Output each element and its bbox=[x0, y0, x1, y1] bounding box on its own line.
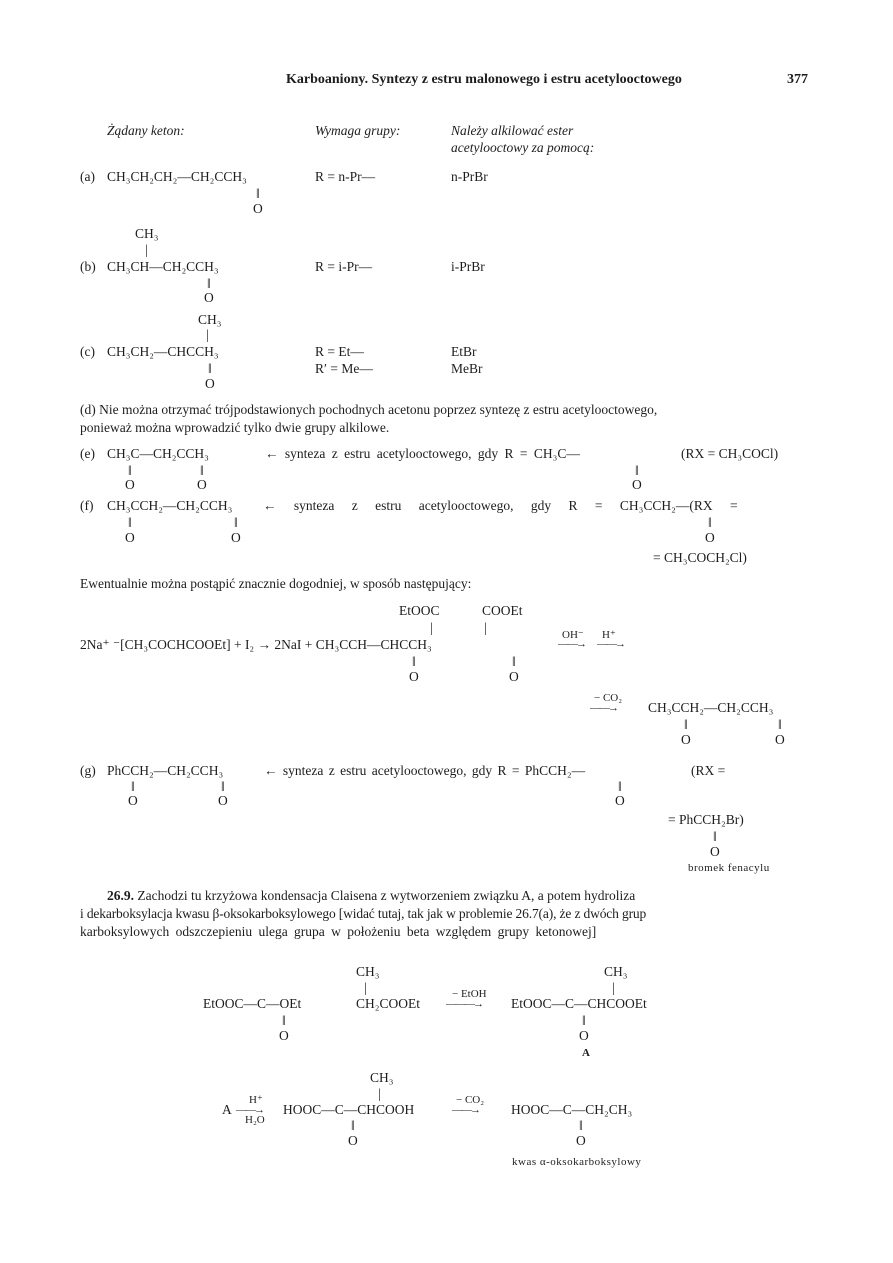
scheme1-bond-1: | bbox=[364, 980, 367, 995]
item-f-double-bond-1: ‖ bbox=[128, 515, 132, 530]
row-b-reagent: i-PrBr bbox=[451, 259, 485, 274]
scheme2-bond: | bbox=[378, 1086, 381, 1101]
row-c-double-bond: ‖ bbox=[208, 361, 212, 376]
row-b-group: R = i-Pr— bbox=[315, 259, 373, 274]
row-c-methyl: CH₃ bbox=[198, 312, 222, 327]
scheme1-bond-2: | bbox=[612, 980, 615, 995]
item-g-oxygen-1: O bbox=[128, 793, 138, 808]
item-f-double-bond-2: ‖ bbox=[234, 515, 238, 530]
row-b-methyl: CH₃ bbox=[135, 226, 159, 241]
scheme2-oxygen-1: O bbox=[348, 1133, 358, 1148]
item-g-oxygen-3: O bbox=[615, 793, 625, 808]
row-b-bond: | bbox=[145, 242, 148, 257]
row-a-label: (a) bbox=[80, 169, 95, 184]
row-b-label: (b) bbox=[80, 259, 96, 274]
alt-ester-1: EtOOC bbox=[399, 603, 440, 618]
scheme2-double-bond-1: ‖ bbox=[351, 1118, 355, 1133]
row-c-formula: CH₃CH₂—CHCCH₃ bbox=[107, 344, 219, 359]
column-heading-alkyl-2: acetylooctowy za pomocą: bbox=[451, 140, 595, 155]
alt-double-bond-1: ‖ bbox=[412, 654, 416, 669]
item-g-reagent: = PhCCH₂Br) bbox=[668, 812, 744, 827]
scheme2-intermediate: HOOC—C—CHCOOH bbox=[283, 1102, 415, 1117]
alt-product-oxygen-1: O bbox=[681, 732, 691, 747]
item-g-reagent-oxygen: O bbox=[710, 844, 720, 859]
item-f-reagent: = CH₃COCH₂Cl) bbox=[653, 550, 747, 565]
scheme1-arrow-label: − EtOH bbox=[452, 988, 487, 1000]
alt-oxygen-2: O bbox=[509, 669, 519, 684]
alt-double-bond-2: ‖ bbox=[512, 654, 516, 669]
alt-product-oxygen-2: O bbox=[775, 732, 785, 747]
column-heading-alkyl-1: Należy alkilować ester bbox=[451, 123, 574, 138]
item-g-label: (g) bbox=[80, 763, 96, 778]
problem-26-9-line-1 bbox=[107, 888, 635, 904]
item-f-oxygen-1: O bbox=[125, 530, 135, 545]
alt-product-double-bond-2: ‖ bbox=[778, 717, 782, 732]
item-f-oxygen-3: O bbox=[705, 530, 715, 545]
row-c-oxygen: O bbox=[205, 376, 215, 391]
scheme1-product-label: A bbox=[582, 1047, 590, 1059]
alt-arrow-label-1: OH⁻ bbox=[562, 629, 584, 641]
scheme1-oxygen-1: O bbox=[279, 1028, 289, 1043]
scheme2-decarboxylation-label: − CO₂ bbox=[456, 1094, 485, 1106]
scheme2-arrow-1: ——→ bbox=[236, 1104, 263, 1116]
alt-product-double-bond-1: ‖ bbox=[684, 717, 688, 732]
column-heading-group: Wymaga grupy: bbox=[315, 123, 401, 138]
alt-arrow-3: ——→ bbox=[590, 702, 617, 714]
row-b-formula: CH₃CH—CH₂CCH₃ bbox=[107, 259, 219, 274]
row-a-group: R = n-Pr— bbox=[315, 169, 376, 184]
item-g-reagent-open: (RX = bbox=[691, 763, 726, 778]
item-g-formula: PhCCH₂—CH₂CCH₃ bbox=[107, 763, 224, 778]
row-a-double-bond: ‖ bbox=[256, 186, 260, 201]
scheme2-oxygen-2: O bbox=[576, 1133, 586, 1148]
problem-text-line-1: Zachodzi tu krzyżowa kondensacja Claisena z wytworzeniem związku A, a potem hydroliza bbox=[137, 888, 636, 903]
row-b-oxygen: O bbox=[204, 290, 214, 305]
scheme2-arrow-2: ——→ bbox=[452, 1104, 479, 1116]
alt-decarboxylation-label: − CO₂ bbox=[594, 692, 623, 704]
item-f-oxygen-2: O bbox=[231, 530, 241, 545]
row-c-bond: | bbox=[206, 327, 209, 342]
row-c-label: (c) bbox=[80, 344, 95, 359]
item-d-line-1: (d) Nie można otrzymać trójpodstawionych pochodnych acetonu poprzez syntezę z estru acetylooctowego, bbox=[80, 402, 658, 417]
column-heading-ketone: Żądany keton: bbox=[107, 123, 185, 138]
item-d-line-2: ponieważ można wprowadzić tylko dwie grupy alkilowe. bbox=[80, 420, 390, 435]
scheme2-acid-label: H⁺ bbox=[249, 1094, 263, 1106]
scheme2-start: A bbox=[222, 1102, 232, 1117]
item-e-double-bond-2: ‖ bbox=[200, 463, 204, 478]
problem-26-9-line-3: karboksylowych odszczepieniu ulega grupa w położeniu beta względem grupy ketonowej] bbox=[80, 924, 597, 939]
item-e-formula: CH₃C—CH₂CCH₃ bbox=[107, 446, 209, 461]
item-e-oxygen-2: O bbox=[197, 477, 207, 492]
scheme1-reactant-1: EtOOC—C—OEt bbox=[203, 996, 302, 1011]
alt-ester-2: COOEt bbox=[482, 603, 523, 618]
scheme1-methyl-1: CH₃ bbox=[356, 964, 380, 979]
row-c-reagent-1: EtBr bbox=[451, 344, 477, 359]
scheme2-double-bond-2: ‖ bbox=[579, 1118, 583, 1133]
row-c-group-2: R′ = Me— bbox=[315, 361, 373, 376]
item-e-label: (e) bbox=[80, 446, 95, 461]
item-g-oxygen-2: O bbox=[218, 793, 228, 808]
item-e-oxygen-3: O bbox=[632, 477, 642, 492]
item-f-formula: CH₃CCH₂—CH₂CCH₃ bbox=[107, 498, 233, 513]
alternative-intro: Ewentualnie można postąpić znacznie dogodniej, w sposób następujący: bbox=[80, 576, 472, 591]
scheme1-oxygen-2: O bbox=[579, 1028, 589, 1043]
item-f-text: ← synteza z estru acetylooctowego, gdy R = CH₃CCH₂—(RX = bbox=[263, 498, 738, 513]
scheme1-double-bond-2: ‖ bbox=[582, 1013, 586, 1028]
item-e-text: ← synteza z estru acetylooctowego, gdy R = CH₃C— bbox=[265, 446, 580, 461]
alt-oxygen-1: O bbox=[409, 669, 419, 684]
row-c-reagent-2: MeBr bbox=[451, 361, 483, 376]
alt-product: CH₃CCH₂—CH₂CCH₃ bbox=[648, 700, 774, 715]
scheme1-methyl-2: CH₃ bbox=[604, 964, 628, 979]
running-header: Karboaniony. Syntezy z estru malonowego i estru acetylooctowego bbox=[286, 72, 682, 87]
scheme2-caption: kwas α-oksokarboksylowy bbox=[512, 1156, 642, 1168]
item-e-reagent: (RX = CH₃COCl) bbox=[681, 446, 779, 461]
row-a-oxygen: O bbox=[253, 201, 263, 216]
item-g-text: ← synteza z estru acetylooctowego, gdy R = PhCCH₂— bbox=[264, 763, 586, 778]
item-g-double-bond-1: ‖ bbox=[131, 779, 135, 794]
row-a-formula: CH₃CH₂CH₂—CH₂CCH₃ bbox=[107, 169, 247, 184]
item-e-double-bond-1: ‖ bbox=[128, 463, 132, 478]
item-f-double-bond-3: ‖ bbox=[708, 515, 712, 530]
item-e-double-bond-3: ‖ bbox=[635, 463, 639, 478]
row-c-group-1: R = Et— bbox=[315, 344, 364, 359]
item-g-double-bond-2: ‖ bbox=[221, 779, 225, 794]
alt-arrow-1: ——→ bbox=[558, 638, 585, 650]
item-g-double-bond-3: ‖ bbox=[618, 779, 622, 794]
alt-bond-2: | bbox=[484, 620, 487, 635]
scheme2-product: HOOC—C—CH₂CH₃ bbox=[511, 1102, 633, 1117]
scheme1-double-bond-1: ‖ bbox=[282, 1013, 286, 1028]
problem-number: 26.9. bbox=[107, 888, 134, 903]
alt-bond-1: | bbox=[430, 620, 433, 635]
scheme1-product: EtOOC—C—CHCOOEt bbox=[511, 996, 647, 1011]
scheme2-water-label: H₂O bbox=[245, 1114, 265, 1126]
item-f-label: (f) bbox=[80, 498, 94, 513]
scheme1-arrow: ———→ bbox=[446, 998, 482, 1010]
scheme1-reactant-2: CH₂COOEt bbox=[356, 996, 420, 1011]
row-a-reagent: n-PrBr bbox=[451, 169, 488, 184]
item-e-oxygen-1: O bbox=[125, 477, 135, 492]
problem-26-9-line-2: i dekarboksylacja kwasu β-oksokarboksylowego [widać tutaj, tak jak w problemie 26.7(a), że z dwóch grup bbox=[80, 906, 647, 921]
item-g-caption: bromek fenacylu bbox=[688, 862, 770, 874]
alt-arrow-2: ——→ bbox=[597, 638, 624, 650]
item-g-reagent-double-bond: ‖ bbox=[713, 829, 717, 844]
alt-equation: 2Na⁺ ⁻[CH₃COCHCOOEt] + I₂ → 2NaI + CH₃CCH—CHCCH₃ bbox=[80, 637, 432, 652]
scheme2-methyl: CH₃ bbox=[370, 1070, 394, 1085]
row-b-double-bond: ‖ bbox=[207, 276, 211, 291]
alt-arrow-label-2: H⁺ bbox=[602, 629, 616, 641]
page-number: 377 bbox=[787, 72, 808, 87]
